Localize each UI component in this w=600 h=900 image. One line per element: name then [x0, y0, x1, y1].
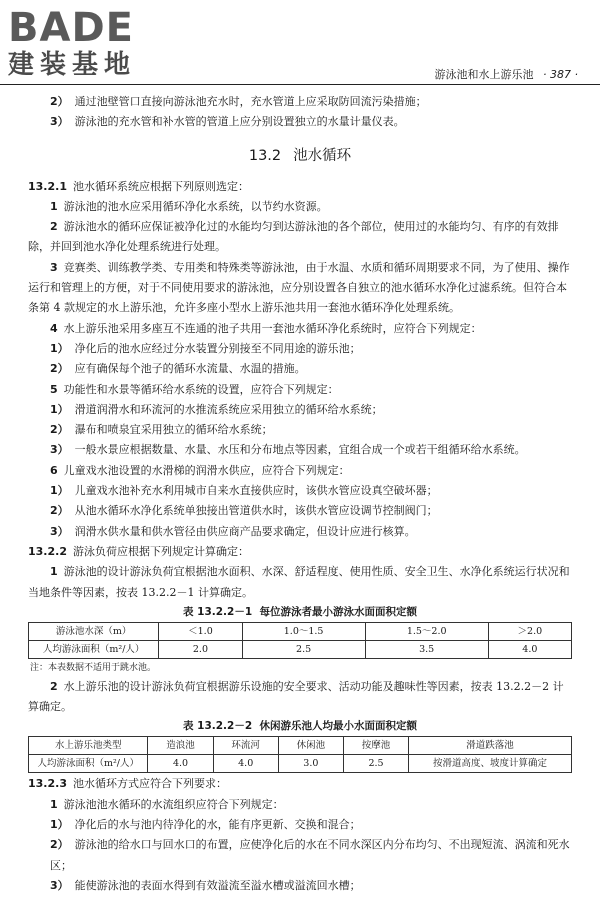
table-cell: 4.0 — [148, 755, 213, 773]
running-title: 游泳池和水上游乐池 — [434, 68, 534, 81]
list-item — [28, 461, 572, 481]
brand-logo — [8, 6, 188, 80]
clause-13-2-1 — [28, 177, 572, 197]
item-number: 1） — [50, 402, 69, 416]
list-item — [28, 677, 572, 718]
item-text: 儿童戏水池补充水利用城市自来水直接供应时，该供水管应设真空破坏器； — [74, 484, 438, 498]
item-number: 3 — [50, 260, 58, 274]
item-text: 竞赛类、训练教学类、专用类和特殊类等游泳池，由于水温、水质和循环周期要求不同，为了使用、操作运行和管理上的方便，对于不同使用要求的游泳池，应分别设置各自独立的池水循环水净化过滤系统。但符合本条第 4 款规定的水上游乐池，允许多座小型水上游乐池共用一套池水循环净化处理系统。 — [28, 260, 570, 315]
sub-item — [28, 522, 572, 542]
item-text: 通过池壁管口直接向游泳池充水时，充水管道上应采取防回流污染措施； — [74, 95, 427, 108]
item-number: 2 — [50, 220, 58, 234]
clause-lead: 池水循环系统应根据下列原则选定： — [72, 179, 249, 193]
item-number: 2 — [50, 679, 58, 693]
table-title: 休闲游乐池人均最小水面面积定额 — [259, 720, 417, 733]
clause-number: 13.2.3 — [28, 777, 67, 791]
section-title: 池水循环 — [293, 147, 352, 164]
sub-item — [28, 440, 572, 460]
table-cell: 人均游泳面积（m²/人） — [29, 755, 148, 773]
item-number: 2） — [50, 838, 69, 852]
table-cell: 按滑道高度、坡度计算确定 — [409, 755, 572, 773]
item-text: 能使游泳池的表面水得到有效溢流至溢水槽或溢流回水槽； — [74, 878, 361, 892]
table-cell: 环流河 — [213, 737, 278, 755]
item-number: 1 — [50, 565, 58, 579]
item-text: 游泳池的给水口与回水口的布置，应使净化后的水在不同水深区内分布均匀、不出现短流、涡流和死水区； — [50, 838, 570, 872]
item-number: 6 — [50, 463, 58, 477]
item-number: 5 — [50, 382, 58, 396]
area-table-1 — [28, 622, 572, 659]
list-item — [28, 319, 572, 339]
running-head — [435, 66, 578, 82]
sub-item — [28, 339, 572, 359]
table-cell: 人均游泳面积（m²/人） — [29, 640, 159, 658]
sub-item — [28, 815, 572, 835]
sub-item — [28, 400, 572, 420]
area-table-2 — [28, 736, 572, 773]
sub-item — [28, 420, 572, 440]
item-number: 2） — [50, 504, 69, 518]
item-text: 从池水循环水净化系统单独接出管道供水时，该供水管应设调节控制阀门； — [74, 504, 438, 518]
table-cell: ＜1.0 — [159, 622, 242, 640]
sub-item — [28, 359, 572, 379]
item-number: 1） — [50, 484, 69, 498]
section-heading — [28, 145, 572, 167]
table-cell: 休闲池 — [278, 737, 343, 755]
item-number: 1 — [50, 199, 58, 213]
page-number: · 387 · — [543, 68, 578, 81]
list-item — [28, 258, 572, 319]
item-text: 功能性和水景等循环给水系统的设置，应符合下列规定： — [63, 382, 339, 396]
table-cell: 1.5～2.0 — [365, 622, 488, 640]
table-number: 表 13.2.2－2 — [183, 720, 253, 733]
sub-item — [28, 501, 572, 521]
item-text: 净化后的池水应经过分水装置分别接至不同用途的游乐池； — [74, 341, 361, 355]
item-number: 1 — [50, 797, 58, 811]
item-number: 3） — [50, 524, 69, 538]
sub-item — [28, 876, 572, 896]
table-cell: 游泳池水深（m） — [29, 622, 159, 640]
item-text: 水上游乐池采用多座互不连通的池子共用一套池水循环净化系统时，应符合下列规定： — [63, 321, 482, 335]
item-text: 一般水景应根据数量、水量、水压和分布地点等因素，宜组合成一个或若干组循环给水系统。 — [74, 443, 526, 457]
item-text: 瀑布和喷泉宜采用独立的循环给水系统； — [74, 423, 273, 437]
table-note: 注：本表数据不适用于跳水池。 — [30, 662, 157, 673]
section-number: 13.2 — [248, 147, 282, 164]
item-number: 3） — [50, 878, 69, 892]
sub-item — [28, 481, 572, 501]
list-item — [28, 380, 572, 400]
table-cell: 滑道跌落池 — [409, 737, 572, 755]
item-number: 2） — [50, 362, 69, 376]
table-cell: 2.5 — [343, 755, 408, 773]
item-text: 净化后的水与池内待净化的水，能有序更新、交换和混合； — [74, 818, 361, 832]
table-cell: 3.5 — [365, 640, 488, 658]
item-number: 1） — [50, 341, 69, 355]
table-row — [29, 755, 572, 773]
table-row — [29, 640, 572, 658]
item-text: 游泳池的设计游泳负荷宜根据池水面积、水深、舒适程度、使用性质、安全卫生、水净化系统运行状况和当地条件等因素，按表 13.2.2－1 计算确定。 — [28, 565, 570, 599]
clause-number: 13.2.1 — [28, 179, 67, 193]
item-text: 儿童戏水池设置的水滑梯的润滑水供应，应符合下列规定： — [63, 463, 350, 477]
table-cell: 2.5 — [242, 640, 365, 658]
item-number: 2） — [50, 95, 69, 108]
item-text: 游泳池池水循环的水流组织应符合下列规定： — [63, 797, 284, 811]
table-cell: 按摩池 — [343, 737, 408, 755]
table-title: 每位游泳者最小游泳水面面积定额 — [259, 605, 417, 618]
table-cell: 4.0 — [488, 640, 571, 658]
item-text: 游泳池的充水管和补水管的管道上应分别设置独立的水量计量仪表。 — [74, 115, 405, 129]
table-cell: 造浪池 — [148, 737, 213, 755]
item-text: 应有确保每个池子的循环水流量、水温的措施。 — [74, 362, 306, 376]
clause-lead: 池水循环方式应符合下列要求： — [72, 777, 227, 791]
clause-number: 13.2.2 — [28, 544, 67, 558]
brand-logo-cn: 建装基地 — [8, 50, 137, 80]
table-cell: 4.0 — [213, 755, 278, 773]
list-item — [28, 562, 572, 603]
brand-logo-en: BADE — [8, 5, 134, 51]
table-caption — [28, 717, 572, 735]
clause-lead: 游泳负荷应根据下列规定计算确定： — [72, 544, 249, 558]
item-text: 润滑水供水量和供水管径由供应商产品要求确定，但设计应进行核算。 — [74, 524, 416, 538]
list-item — [28, 197, 572, 217]
item-number: 3） — [50, 443, 69, 457]
item-text: 滑道润滑水和环流河的水推流系统应采用独立的循环给水系统； — [74, 402, 383, 416]
list-item — [28, 217, 572, 258]
table-cell: ＞2.0 — [488, 622, 571, 640]
table-row — [29, 622, 572, 640]
item-number: 3） — [50, 115, 69, 129]
table-cell: 水上游乐池类型 — [29, 737, 148, 755]
item-number: 2） — [50, 423, 69, 437]
item-text: 水上游乐池的设计游泳负荷宜根据游乐设施的安全要求、活动功能及趣味性等因素，按表 13.2.2－2 计算确定。 — [28, 679, 564, 714]
item-number: 4 — [50, 321, 58, 335]
intro-item — [28, 112, 572, 132]
table-cell: 1.0～1.5 — [242, 622, 365, 640]
table-number: 表 13.2.2－1 — [183, 605, 253, 618]
item-text: 游泳池的池水应采用循环净化水系统，以节约水资源。 — [63, 199, 328, 213]
table-cell: 3.0 — [278, 755, 343, 773]
clause-13-2-3 — [28, 774, 572, 794]
item-text: 游泳池水的循环应保证被净化过的水能均匀到达游泳池的各个部位，使用过的水能均匀、有序的有效排除，并回到池水净化处理系统进行处理。 — [28, 220, 559, 254]
intro-item — [28, 92, 572, 112]
item-number: 1） — [50, 818, 69, 832]
clause-13-2-2 — [28, 542, 572, 562]
body-text — [28, 92, 572, 896]
table-caption — [28, 603, 572, 621]
header-rule — [0, 84, 600, 85]
sub-item — [28, 835, 572, 876]
table-row — [29, 737, 572, 755]
list-item — [28, 795, 572, 815]
table-cell: 2.0 — [159, 640, 242, 658]
